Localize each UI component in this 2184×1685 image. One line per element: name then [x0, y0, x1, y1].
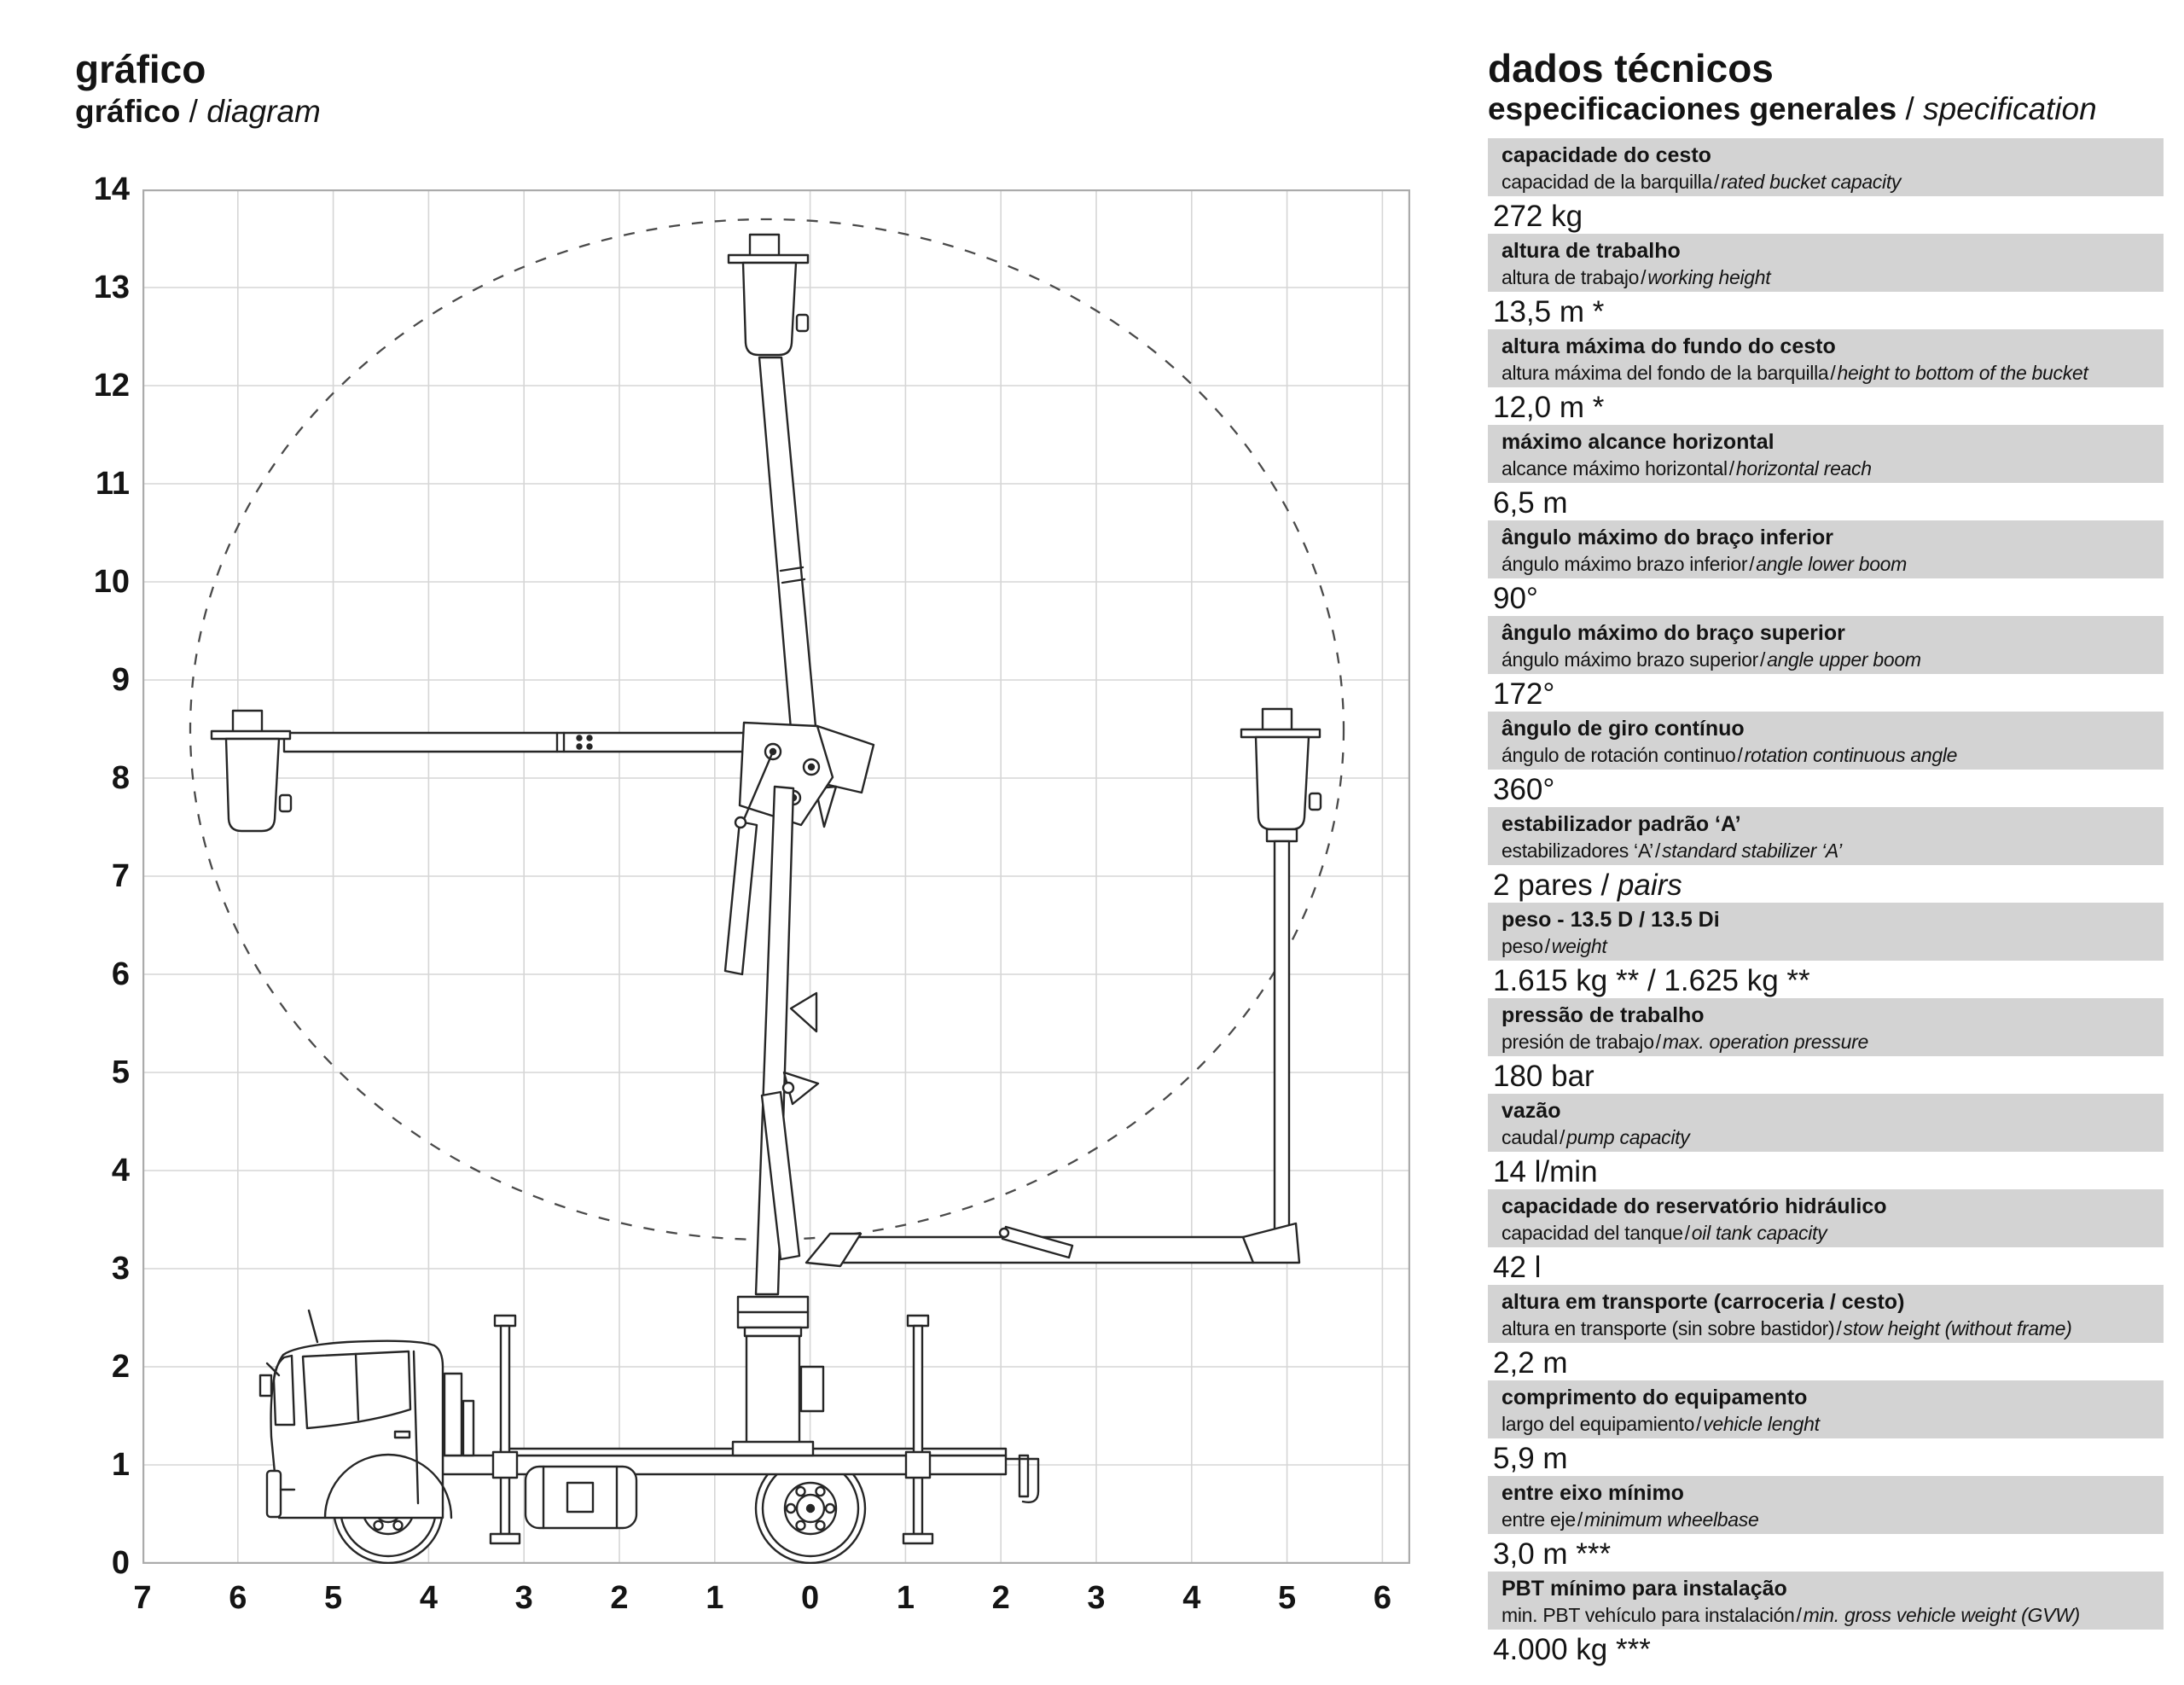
- spec-name-es: entre eje: [1502, 1508, 1576, 1531]
- spec-name-es-en: presión de trabajo/max. operation pressure: [1502, 1031, 1868, 1053]
- spec-name-es-en: largo del equipamiento/vehicle lenght: [1502, 1413, 1820, 1435]
- spec-value: 360°: [1493, 773, 1555, 806]
- spec-value: 172°: [1493, 677, 1555, 711]
- spec-name-pt: ângulo máximo do braço superior: [1502, 621, 1845, 645]
- spec-row: [1488, 807, 2164, 903]
- spec-name-es-en: ángulo máximo brazo inferior/angle lower boom: [1502, 553, 1908, 575]
- y-axis-tick: 7: [111, 858, 130, 894]
- spec-name-es-en: altura en transporte (sin sobre bastidor)/stow height (without frame): [1502, 1317, 2072, 1339]
- spec-name-es-en: estabilizadores ‘A’/standard stabilizer ‘A’: [1502, 840, 1842, 862]
- upper-boom: [759, 357, 817, 749]
- x-axis-tick: 1: [896, 1580, 915, 1616]
- spec-header: [1488, 138, 2164, 196]
- spec-name-en: standard stabilizer ‘A’: [1662, 840, 1842, 862]
- spec-name-es: caudal: [1502, 1126, 1558, 1148]
- spec-value: 90°: [1493, 582, 1538, 615]
- spec-name-es: capacidad de la barquilla: [1502, 171, 1712, 193]
- bucket-right: [1241, 709, 1321, 1237]
- spec-value: 4.000 kg ***: [1493, 1633, 1651, 1666]
- spec-name-pt: altura em transporte (carroceria / cesto): [1502, 1290, 1905, 1314]
- spec-name-es-en: altura máxima del fondo de la barquilla/height to bottom of the bucket: [1502, 362, 2088, 384]
- y-axis-tick: 8: [111, 760, 130, 796]
- truck-cab: [260, 1310, 473, 1518]
- spec-name-en: pump capacity: [1566, 1126, 1690, 1148]
- spec-value: 272 kg: [1493, 200, 1583, 233]
- x-axis-tick: 2: [610, 1580, 629, 1616]
- spec-header: [1488, 1380, 2164, 1438]
- spec-name-es: min. PBT vehículo para instalación: [1502, 1604, 1795, 1626]
- spec-row: [1488, 712, 2164, 807]
- spec-header: [1488, 712, 2164, 770]
- y-axis-tick: 4: [111, 1153, 130, 1188]
- spec-name-es: peso: [1502, 935, 1543, 957]
- spec-value: 14 l/min: [1493, 1155, 1598, 1188]
- spec-name-es: estabilizadores ‘A’: [1502, 840, 1653, 862]
- spec-name-es-en: peso/weight: [1502, 935, 1607, 957]
- spec-row: [1488, 329, 2164, 425]
- spec-header: [1488, 903, 2164, 961]
- spec-value: 13,5 m *: [1493, 295, 1605, 328]
- spec-panel-title: dados técnicos: [1488, 46, 1774, 90]
- spec-value: 42 l: [1493, 1251, 1542, 1284]
- spec-name-pt: altura de trabalho: [1502, 239, 1681, 263]
- spec-name-en: height to bottom of the bucket: [1837, 362, 2088, 384]
- spec-name-en: stow height (without frame): [1843, 1317, 2072, 1339]
- spec-row: [1488, 1476, 2164, 1572]
- spec-row: [1488, 234, 2164, 329]
- spec-row: [1488, 1572, 2164, 1667]
- y-axis-tick: 5: [111, 1055, 130, 1090]
- y-axis-tick: 0: [111, 1545, 130, 1581]
- spec-name-es-en: min. PBT vehículo para instalación/min. gross vehicle weight (GVW): [1502, 1604, 2080, 1626]
- diagram-subtitle: gráfico / diagram: [75, 93, 321, 129]
- spec-header: [1488, 234, 2164, 292]
- spec-name-es: ángulo máximo brazo inferior: [1502, 553, 1748, 575]
- spec-header: [1488, 1094, 2164, 1152]
- spec-header: [1488, 1476, 2164, 1534]
- spec-name-es: altura de trabajo: [1502, 266, 1640, 288]
- spec-value: 12,0 m *: [1493, 391, 1605, 424]
- spec-header: [1488, 998, 2164, 1056]
- x-axis-tick: 3: [1087, 1580, 1106, 1616]
- spec-name-en: rotation continuous angle: [1744, 744, 1958, 766]
- spec-name-en: weight: [1551, 935, 1607, 957]
- spec-header: [1488, 425, 2164, 483]
- spec-row: [1488, 998, 2164, 1094]
- x-axis: [133, 1575, 1410, 1626]
- spec-name-pt: entre eixo mínimo: [1502, 1481, 1684, 1505]
- machine-drawing: [212, 235, 1321, 1563]
- spec-value: 180 bar: [1493, 1060, 1594, 1093]
- fuel-tank: [526, 1467, 636, 1528]
- spec-name-es-en: caudal/pump capacity: [1502, 1126, 1690, 1148]
- spec-row: [1488, 1094, 2164, 1189]
- spec-row: [1488, 616, 2164, 712]
- diagram-title: gráfico: [75, 47, 206, 91]
- spec-row: [1488, 1285, 2164, 1380]
- spec-row: [1488, 903, 2164, 998]
- x-axis-tick: 4: [419, 1580, 438, 1616]
- spec-name-es: ángulo de rotación continuo: [1502, 744, 1736, 766]
- spec-name-pt: capacidade do reservatório hidráulico: [1502, 1194, 1887, 1218]
- spec-name-en: minimum wheelbase: [1583, 1508, 1759, 1531]
- spec-name-es-en: ángulo de rotación continuo/rotation continuous angle: [1502, 744, 1958, 766]
- spec-name-es: alcance máximo horizontal: [1502, 457, 1728, 479]
- spec-name-en: angle lower boom: [1756, 553, 1908, 575]
- spec-name-en: angle upper boom: [1767, 648, 1921, 671]
- y-axis-tick: 9: [111, 662, 130, 698]
- spec-name-pt: capacidade do cesto: [1502, 143, 1711, 167]
- spec-name-pt: altura máxima do fundo do cesto: [1502, 334, 1836, 358]
- spec-name-pt: ângulo de giro contínuo: [1502, 717, 1745, 741]
- spec-header: [1488, 329, 2164, 387]
- x-axis-tick: 2: [991, 1580, 1010, 1616]
- spec-name-en: oil tank capacity: [1691, 1222, 1827, 1244]
- y-axis-tick: 10: [93, 564, 130, 600]
- spec-header: [1488, 1285, 2164, 1343]
- spec-row: [1488, 1380, 2164, 1476]
- y-axis-tick: 12: [93, 368, 130, 404]
- x-axis-tick: 5: [1278, 1580, 1297, 1616]
- spec-panel-subtitle: especificaciones generales / specification: [1488, 91, 2097, 126]
- stabilizer-right: [903, 1316, 932, 1543]
- bucket-left: [212, 711, 291, 831]
- spec-header: [1488, 1572, 2164, 1630]
- elbow-joint: [740, 723, 874, 827]
- spec-name-es-en: ángulo máximo brazo superior/angle upper boom: [1502, 648, 1921, 671]
- y-axis: [34, 171, 130, 1581]
- working-envelope-diagram: [142, 189, 1410, 1564]
- y-axis-tick: 6: [111, 956, 130, 992]
- spec-row: [1488, 520, 2164, 616]
- x-axis-tick: 6: [1373, 1580, 1391, 1616]
- lower-boom: [725, 752, 818, 1294]
- spec-name-es-en: alcance máximo horizontal/horizontal reach: [1502, 457, 1872, 479]
- spec-name-es: largo del equipamiento: [1502, 1413, 1695, 1435]
- spec-name-es: presión de trabajo: [1502, 1031, 1654, 1053]
- spec-name-en: min. gross vehicle weight (GVW): [1803, 1604, 2080, 1626]
- x-axis-tick: 7: [133, 1580, 152, 1616]
- spec-panel: [1488, 46, 2164, 1667]
- bucket-top: [729, 235, 808, 355]
- x-axis-tick: 0: [801, 1580, 820, 1616]
- spec-row: [1488, 138, 2164, 234]
- spec-header: [1488, 616, 2164, 674]
- spec-name-en: horizontal reach: [1735, 457, 1872, 479]
- spec-list: [1488, 138, 2164, 1667]
- spec-value: 6,5 m: [1493, 486, 1568, 520]
- x-axis-tick: 3: [514, 1580, 533, 1616]
- truck-drawing: [260, 1297, 1038, 1563]
- spec-row: [1488, 425, 2164, 520]
- spec-name-es-en: capacidad de la barquilla/rated bucket capacity: [1502, 171, 1902, 193]
- y-axis-tick: 14: [93, 171, 130, 207]
- spec-name-es-en: capacidad del tanque/oil tank capacity: [1502, 1222, 1827, 1244]
- spec-value: 3,0 m ***: [1493, 1537, 1612, 1571]
- spec-value: 2 pares / pairs: [1493, 869, 1682, 902]
- x-axis-tick: 1: [706, 1580, 724, 1616]
- spec-name-es: altura en transporte (sin sobre bastidor): [1502, 1317, 1835, 1339]
- spec-name-pt: vazão: [1502, 1099, 1561, 1123]
- spec-name-es: altura máxima del fondo de la barquilla: [1502, 362, 1829, 384]
- spec-name-pt: estabilizador padrão ‘A’: [1502, 812, 1741, 836]
- x-axis-tick: 5: [324, 1580, 343, 1616]
- spec-name-pt: peso - 13.5 D / 13.5 Di: [1502, 908, 1720, 932]
- spec-name-en: working height: [1647, 266, 1771, 288]
- spec-name-pt: PBT mínimo para instalação: [1502, 1577, 1787, 1601]
- spec-row: [1488, 1189, 2164, 1285]
- spec-name-es-en: entre eje/minimum wheelbase: [1502, 1508, 1759, 1531]
- spec-name-en: vehicle lenght: [1703, 1413, 1820, 1435]
- spec-name-pt: máximo alcance horizontal: [1502, 430, 1774, 454]
- spec-value: 1.615 kg ** / 1.625 kg **: [1493, 964, 1810, 997]
- spec-name-pt: pressão de trabalho: [1502, 1003, 1705, 1027]
- spec-name-es-en: altura de trabajo/working height: [1502, 266, 1771, 288]
- stabilizer-left: [491, 1316, 520, 1543]
- spec-name-es: ángulo máximo brazo superior: [1502, 648, 1758, 671]
- spec-value: 2,2 m: [1493, 1346, 1568, 1380]
- spec-name-es: capacidad del tanque: [1502, 1222, 1683, 1244]
- spec-header: [1488, 520, 2164, 578]
- spec-name-en: rated bucket capacity: [1721, 171, 1902, 193]
- diagram-title-block: [75, 48, 321, 129]
- y-axis-tick: 3: [111, 1251, 130, 1287]
- left-boom: [284, 733, 753, 752]
- spec-header: [1488, 807, 2164, 865]
- y-axis-tick: 2: [111, 1349, 130, 1385]
- y-axis-tick: 11: [95, 466, 130, 502]
- spec-value: 5,9 m: [1493, 1442, 1568, 1475]
- x-axis-tick: 4: [1182, 1580, 1201, 1616]
- y-axis-tick: 1: [111, 1447, 130, 1483]
- x-axis-tick: 6: [229, 1580, 247, 1616]
- spec-name-pt: ângulo máximo do braço inferior: [1502, 526, 1833, 549]
- spec-name-en: max. operation pressure: [1662, 1031, 1868, 1053]
- spec-header: [1488, 1189, 2164, 1247]
- y-axis-tick: 13: [93, 270, 130, 305]
- spec-name-pt: comprimento do equipamento: [1502, 1386, 1808, 1409]
